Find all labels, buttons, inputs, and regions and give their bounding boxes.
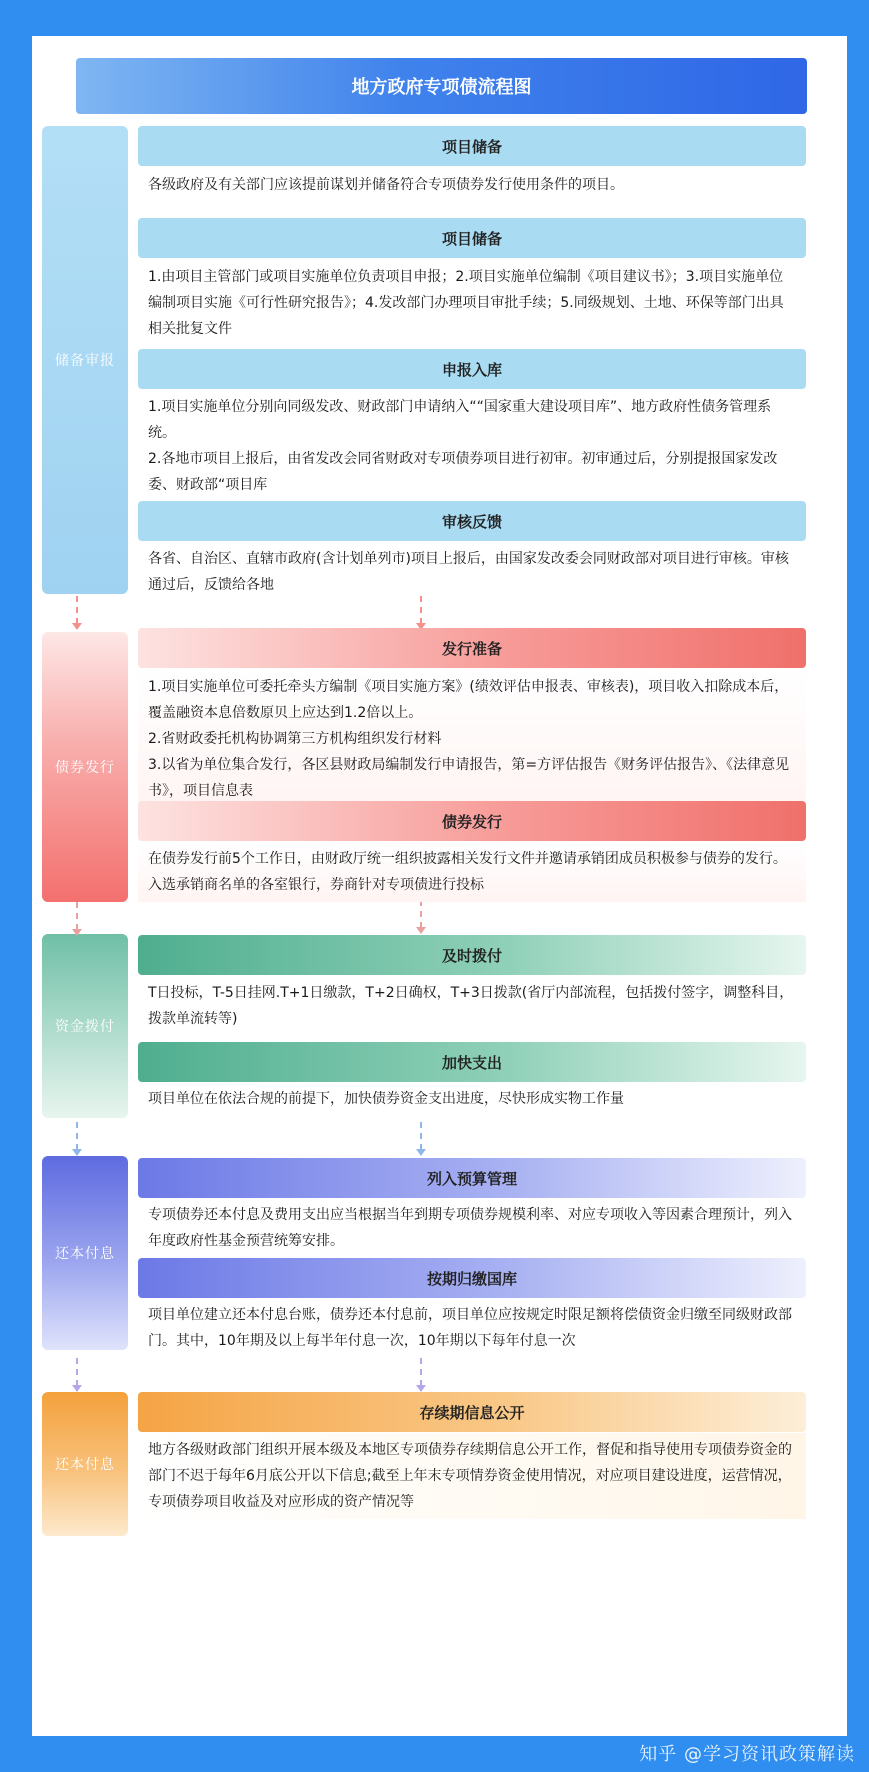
step-paragraph: 3.以省为单位集合发行，各区县财政局编制发行申请报告，第=方评估报告《财务评估报告》、《法律意见书》，项目信息表 [148,757,790,799]
arrow-center-3 [420,1122,422,1150]
arrow-left-2 [76,902,78,930]
step-paragraph: 2.各地市项目上报后，由省发改会同省财政对专项债券项目进行初审。初审通过后，分别提报国家发改委、财政部“项目库 [148,451,778,493]
step-paragraph: 1.项目实施单位可委托牵头方编制《项目实施方案》(绩效评估申报表、审核表)，项目收入扣除成本后，覆盖融资本息倍数原贝上应达到1.2倍以上。 [148,679,789,721]
step-text [138,670,806,808]
step-heading: 项目储备 [138,126,806,166]
step-text [138,976,806,1036]
step-paragraph: 地方各级财政部门组织开展本级及本地区专项债券存续期信息公开工作，督促和指导使用专项债券资金的部门不迟于每年6月底公开以下信息;截至上年末专项情券资金使用情况，对应项目建设进度，运营情况，专项债券项目收益及对应形成的资产情况等 [148,1442,792,1510]
step-text [138,842,806,902]
step-paragraph: T日投标，T-5日挂网.T+1日缴款，T+2日确权，T+3日拨款(省厅内部流程，包括拨付签字，调整科目，拨款单流转等) [148,985,794,1027]
step-paragraph: 项目单位建立还本付息台账，债券还本付息前，项目单位应按规定时限足额将偿债资金归缴至同级财政部门。其中，10年期及以上每半年付息一次，10年期以下每年付息一次 [148,1307,792,1349]
step-heading: 债券发行 [138,801,806,841]
page-title: 地方政府专项债流程图 [76,58,807,114]
step-paragraph: 2.省财政委托机构协调第三方机构组织发行材料 [148,731,442,747]
arrow-left-3 [76,1122,78,1150]
step-paragraph: 专项债券还本付息及费用支出应当根据当年到期专项债券规模利率、对应专项收入等因素合理预计，列入年度政府性基金预营统筹安排。 [148,1207,792,1249]
step-text [138,1433,806,1519]
step-text [138,1298,806,1358]
step-heading: 申报入库 [138,349,806,389]
step-paragraph: 项目单位在依法合规的前提下，加快债券资金支出进度，尽快形成实物工作量 [148,1091,624,1107]
step-paragraph: 1.由项目主管部门或项目实施单位负责项目申报；2.项目实施单位编制《项目建议书》；3.项目实施单位编制项目实施《可行性研究报告》；4.发改部门办理项目审批手续；5.同级规划、土地、环保等部门出具相关批复文件 [148,269,784,337]
stage-label-reserve: 储备审报 [42,126,128,594]
step-text [138,1198,806,1258]
stage-label-repayment: 还本付息 [42,1156,128,1350]
step-text [138,390,806,502]
step-heading: 及时拨付 [138,935,806,975]
arrow-left-1 [76,596,78,624]
arrow-center-4 [420,1358,422,1386]
stage-label-issuance: 债券发行 [42,632,128,902]
step-heading: 列入预算管理 [138,1158,806,1198]
stage-label-funding: 资金拨付 [42,934,128,1118]
step-paragraph: 各级政府及有关部门应该提前谋划并储备符合专项债券发行使用条件的项目。 [148,177,624,193]
step-text [138,1082,806,1116]
arrow-left-4 [76,1358,78,1386]
step-text [138,542,806,602]
step-heading: 按期归缴国库 [138,1258,806,1298]
step-heading: 发行准备 [138,628,806,668]
stage-label-disclosure: 还本付息 [42,1392,128,1536]
step-text [138,260,806,346]
arrow-center-2 [420,900,422,928]
step-paragraph: 1.项目实施单位分别向同级发改、财政部门申请纳入““国家重大建设项目库”、地方政府性债务管理系统。 [148,399,772,441]
step-heading: 存续期信息公开 [138,1392,806,1432]
step-paragraph: 各省、自治区、直辖市政府(含计划单列市)项目上报后，由国家发改委会同财政部对项目进行审核。审核通过后，反馈给各地 [148,551,789,593]
step-heading: 审核反馈 [138,501,806,541]
step-heading: 加快支出 [138,1042,806,1082]
flowchart-card [32,36,847,1736]
step-heading: 项目储备 [138,218,806,258]
step-text [138,168,806,202]
watermark: 知乎 @学习资讯政策解读 [639,1744,855,1765]
step-paragraph: 在债券发行前5个工作日，由财政厅统一组织披露相关发行文件并邀请承销团成员积极参与债券的发行。入选承销商名单的各室银行，券商针对专项债进行投标 [148,851,787,893]
